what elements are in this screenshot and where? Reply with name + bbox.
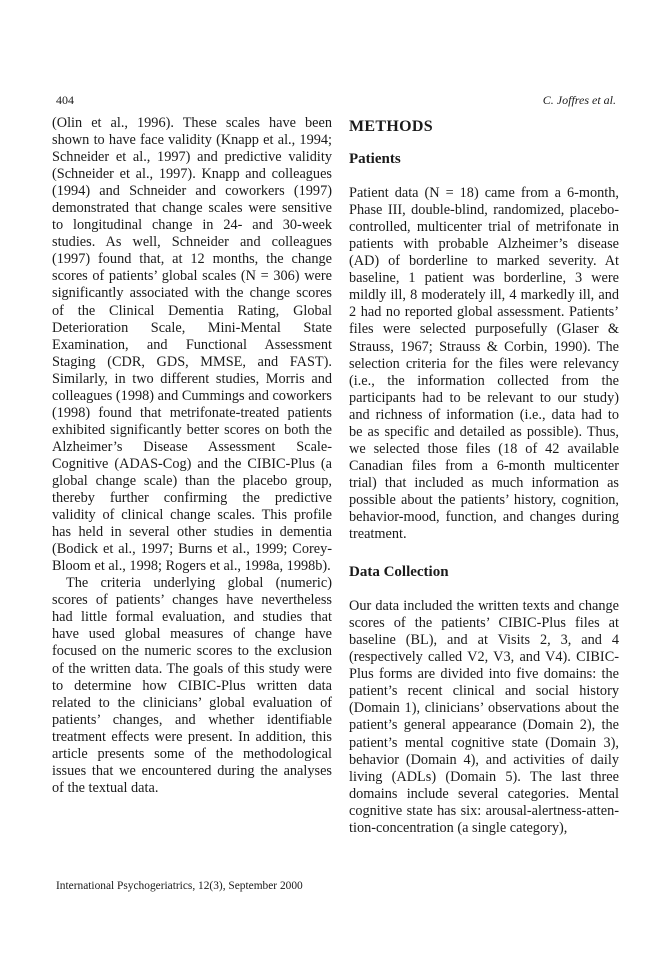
subsection-heading-data-collection: Data Collection xyxy=(349,564,449,581)
journal-footer: International Psychogeriatrics, 12(3), September 2000 xyxy=(56,880,303,892)
page-number: 404 xyxy=(56,93,74,107)
body-paragraph: Our data included the written texts and change scores of the patients’ CIBIC-Plus files at baseline (BL), and at Visits 2, 3, and 4 (respectively called V2, V3, and V4). CIBIC-Plus forms are divided into five domains: the patient’s recent clinical and social history (Domain 1), clinicians’ observations about the patient’s general appearance (Domain 2), the patient’s mental cognitive state (Domain 3), behavior (Domain 4), and activities of daily living (ADLs) (Domain 5). The last three domains include several categories. Mental cognitive state has six: arousal-alertness-attention-concentration (a single category), xyxy=(349,598,619,836)
running-head: C. Joffres et al. xyxy=(542,93,616,107)
body-paragraph: (Olin et al., 1996). These scales have been shown to have face validity (Knapp et al., 1994; Schneider et al., 1997) and predictive validity (Schneider et al., 1997). Knapp and colleagues (1994) and Schneider and coworkers (1997) demonstrated that change scales were sensitive to longitudinal change in 24- and 30-week studies. As well, Schneider and colleagues (1997) found that, at 12 months, the change scores of patients’ global scales (N = 306) were significantly associated with the change scores of the Clinical Dementia Rating, Global Deterioration Scale, Mini-Mental State Examination, and Functional Assessment Staging (CDR, GDS, MMSE, and FAST). Similarly, in two different studies, Morris and colleagues (1998) and Cummings and coworkers (1998) found that metrifonate-treated patients exhibited significantly better scores on both the Alzheimer’s Disease Assessment Scale-Cognitive (ADAS-Cog) and the CIBIC-Plus (a global change scale) than the placebo group, thereby further confirming the predictive validity of clinical change scales. This profile has held in several other studies in dementia (Bodick et al., 1997; Burns et al., 1999; Corey-Bloom et al., 1998; Rogers et al., 1998a, 1998b). xyxy=(52,115,332,575)
body-paragraph: Patient data (N = 18) came from a 6-month, Phase III, double-blind, randomized, placebo-controlled, multicenter trial of metrifonate in patients with probable Alzheimer’s disease (AD) of borderline to marked severity. At baseline, 1 patient was borderline, 3 were mildly ill, 8 moderately ill, 4 markedly ill, and 2 had no reported global assessment. Patients’ files were selected purposefully (Glaser & Strauss, 1967; Strauss & Corbin, 1990). The selection criteria for the files were relevancy (i.e., the information collected from the participants had to be relevant to our study) and richness of information (i.e., data had to be as specific and detailed as possible). Thus, we selected those files (18 of 42 available Canadian files from a 6-month multicenter trial) that included as much information as possible about the patients’ history, cognition, behavior-mood, function, and changes during treatment. xyxy=(349,185,619,543)
body-paragraph: The criteria underlying global (numeric) scores of patients’ changes have nevertheless had little formal evaluation, and studies that have used global measures of change have focused on the numeric scores to the exclusion of the written data. The goals of this study were to determine how CIBIC-Plus written data related to the clinicians’ global evaluation of patients’ changes, and whether identifiable treatment effects were present. In addition, this article presents some of the methodological issues that we encountered during the analyses of the textual data. xyxy=(52,575,332,796)
subsection-heading-patients: Patients xyxy=(349,151,401,168)
section-heading-methods: METHODS xyxy=(349,118,433,135)
right-column xyxy=(349,115,619,837)
left-column xyxy=(52,115,332,797)
